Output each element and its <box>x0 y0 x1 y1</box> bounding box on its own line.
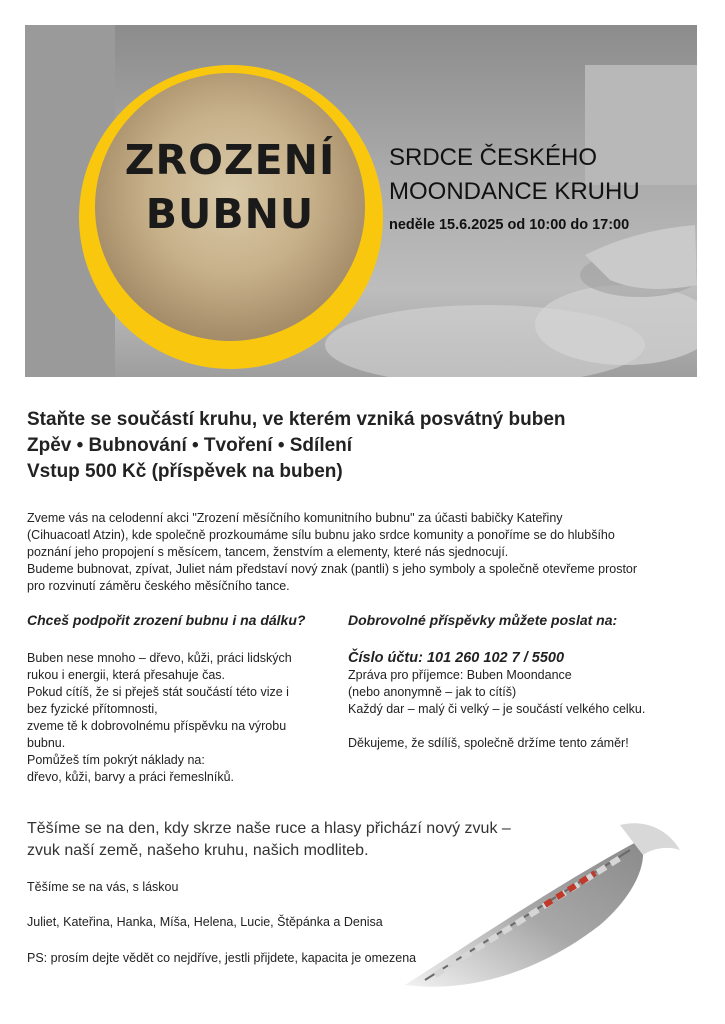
donation-section: Dobrovolné příspěvky můžete poslat na: Číslo účtu: 101 260 102 7 / 5500 Zpráva pro příjemce: Buben Moondance (nebo anonymně – jak to cítíš) Každý dar – malý či velký – je součástí velkého celku. Děkujeme, že sdílíš, společně držíme tento záměr! <box>348 612 688 752</box>
event-banner <box>25 25 697 377</box>
drum-title: ZROZENÍ BUBNU <box>124 136 336 238</box>
event-date: neděle 15.6.2025 od 10:00 do 17:00 <box>389 217 630 233</box>
postscript: PS: prosím dejte vědět co nejdříve, jestli přijdete, kapacita je omezena <box>27 951 417 965</box>
intro-paragraph: Zveme vás na celodenní akci "Zrození měsíčního komunitního bubnu" za účasti babičky Kateřiny (Cihuacoatl Atzin), kde společně prozkoumáme sílu bubnu jako srdce komunity a ponoříme se do hlubšího poznání jeho propojení s měsícem, tancem, ženstvím a elementy, které nás sjednocují. Budeme bubnovat, zpívat, Juliet nám představí nový znak (pantli) s jeho symboly a společně otevřeme prostor pro rozvinutí záměru českého měsíčního tance. <box>27 511 638 593</box>
organizer-names: Juliet, Kateřina, Hanka, Míša, Helena, Lucie, Štěpánka a Denisa <box>27 915 383 929</box>
closing-text: Těšíme se na den, kdy skrze naše ruce a hlasy přichází nový zvuk – zvuk naší země, našeho kruhu, našich modliteb. <box>27 820 511 859</box>
signoff: Těšíme se na vás, s láskou <box>27 880 179 894</box>
thanks-text: Děkujeme, že sdílíš, společně držíme tento záměr! <box>348 736 629 750</box>
support-heading: Chceš podpořit zrození bubnu i na dálku? <box>27 612 306 628</box>
account-number: Číslo účtu: 101 260 102 7 / 5500 <box>348 650 565 666</box>
headline: Staňte se součástí kruhu, ve kterém vzniká posvátný buben Zpěv • Bubnování • Tvoření • Sdílení Vstup 500 Kč (příspěvek na buben) <box>27 409 566 482</box>
event-title: SRDCE ČESKÉHO MOONDANCE KRUHU <box>389 144 640 205</box>
support-section: Chceš podpořit zrození bubnu i na dálku? Buben nese mnoho – dřevo, kůži, práci lidských rukou i energii, která přesahuje čas. Pokud cítíš, že si přeješ stát součástí této vize i bez fyzické přítomnosti, zveme tě k dobrovolnému příspěvku na výrobu bubnu. Pomůžeš tím pokrýt náklady na: dřevo, kůži, barvy a práci řemeslníků. <box>27 612 337 786</box>
donation-heading: Dobrovolné příspěvky můžete poslat na: <box>348 612 618 628</box>
